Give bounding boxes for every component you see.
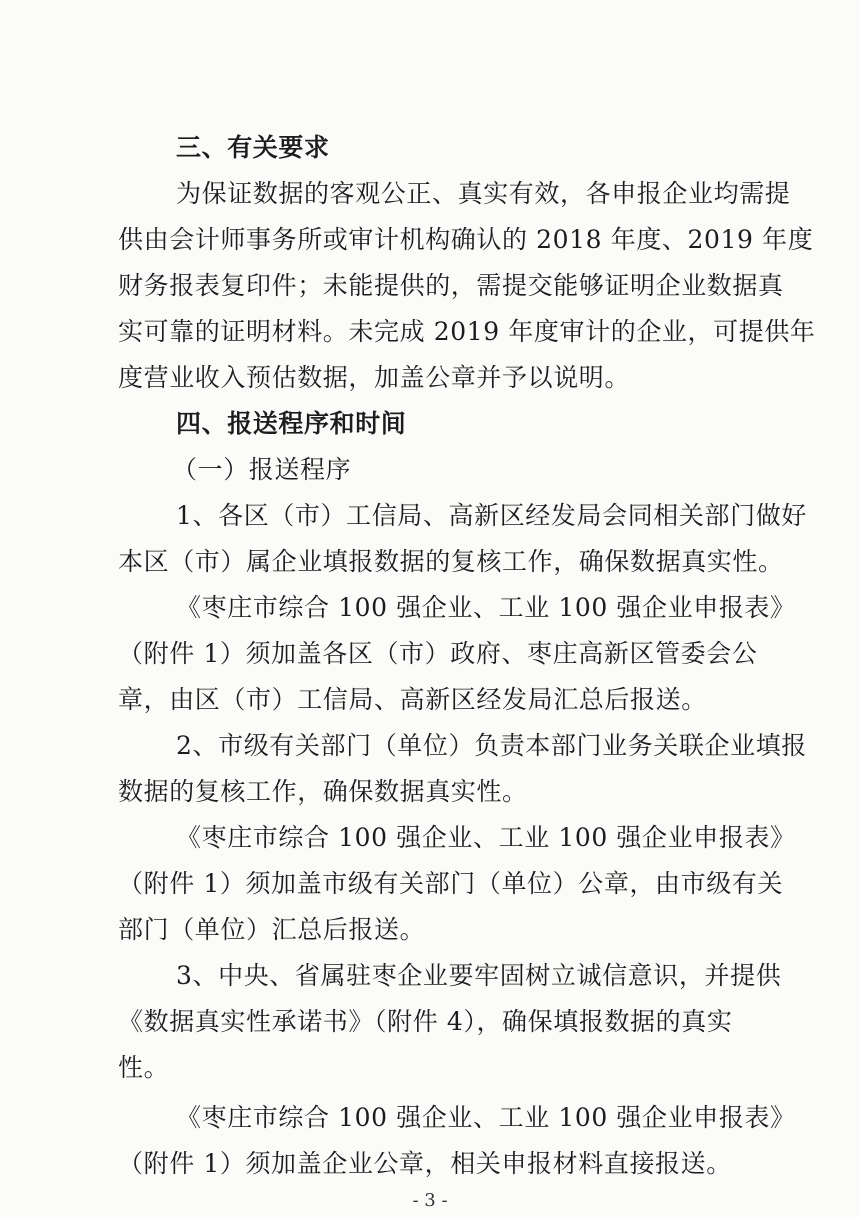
- paragraph-line: 《枣庄市综合 100 强企业、工业 100 强企业申报表》: [176, 593, 796, 622]
- paragraph-line: 性。: [118, 1053, 170, 1082]
- paragraph-line: 度营业收入预估数据，加盖公章并予以说明。: [118, 363, 631, 392]
- section-heading-procedure: 四、报送程序和时间: [176, 409, 407, 438]
- paragraph-line: 为保证数据的客观公正、真实有效，各申报企业均需提: [176, 179, 791, 208]
- paragraph-line: 3、中央、省属驻枣企业要牢固树立诚信意识，并提供: [176, 961, 782, 990]
- subsection-heading: （一）报送程序: [172, 455, 352, 484]
- paragraph-line: 财务报表复印件；未能提供的，需提交能够证明企业数据真: [118, 271, 784, 300]
- paragraph-line: 《枣庄市综合 100 强企业、工业 100 强企业申报表》: [176, 1103, 796, 1132]
- paragraph-line: 本区（市）属企业填报数据的复核工作，确保数据真实性。: [118, 547, 784, 576]
- paragraph-line: 章，由区（市）工信局、高新区经发局汇总后报送。: [118, 685, 707, 714]
- paragraph-line: 《枣庄市综合 100 强企业、工业 100 强企业申报表》: [176, 823, 796, 852]
- paragraph-line: （附件 1）须加盖各区（市）政府、枣庄高新区管委会公: [118, 639, 758, 668]
- paragraph-line: 《数据真实性承诺书》（附件 4），确保填报数据的真实: [118, 1007, 733, 1036]
- paragraph-line: 2、市级有关部门（单位）负责本部门业务关联企业填报: [176, 731, 807, 760]
- paragraph-line: 数据的复核工作，确保数据真实性。: [118, 777, 528, 806]
- paragraph-line: （附件 1）须加盖企业公章，相关申报材料直接报送。: [118, 1149, 732, 1178]
- page-number: - 3 -: [412, 1190, 448, 1211]
- paragraph-line: （附件 1）须加盖市级有关部门（单位）公章，由市级有关: [118, 869, 784, 898]
- paragraph-line: 实可靠的证明材料。未完成 2019 年度审计的企业，可提供年: [118, 317, 816, 346]
- paragraph-line: 供由会计师事务所或审计机构确认的 2018 年度、2019 年度: [118, 225, 814, 254]
- paragraph-line: 部门（单位）汇总后报送。: [118, 915, 426, 944]
- section-heading-requirements: 三、有关要求: [176, 133, 330, 162]
- paragraph-line: 1、各区（市）工信局、高新区经发局会同相关部门做好: [176, 501, 807, 530]
